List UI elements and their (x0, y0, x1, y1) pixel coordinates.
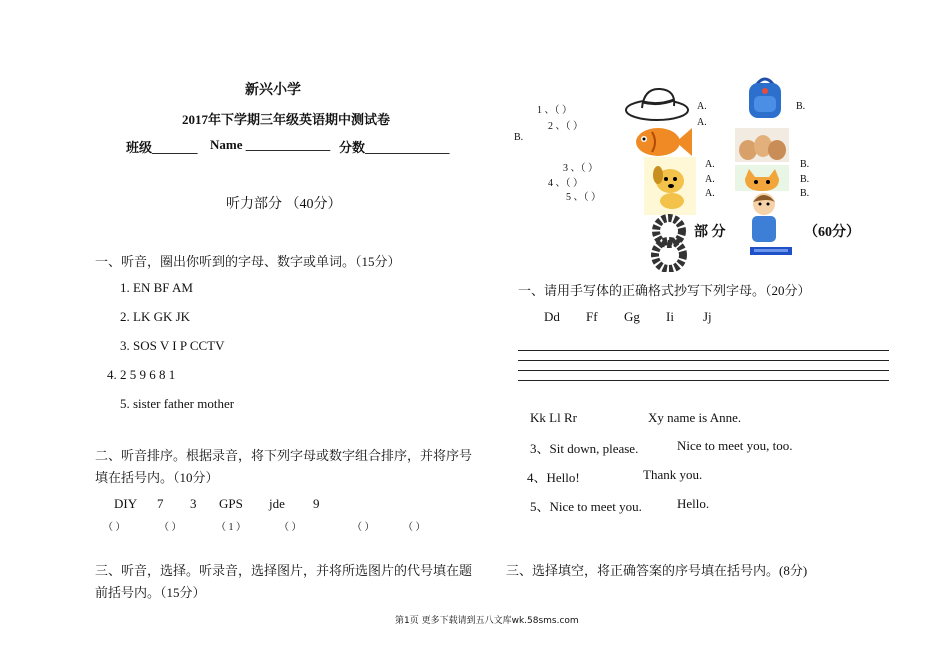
ruler-icon (750, 244, 792, 258)
listening-heading: 听力部分 （40分） (226, 197, 342, 212)
q1-prompt: 一、听音，圈出你听到的字母、数字或单词。（15分） (95, 254, 401, 269)
score-field: 分数_____________ (339, 140, 450, 155)
q2-answer-bracket-4[interactable]: （ ） (279, 522, 302, 533)
match-row-3-a: A. (705, 159, 715, 170)
dog-icon (644, 157, 696, 215)
q2-answer-bracket-6[interactable]: （ ） (403, 522, 426, 533)
match-right-1: Xy name is Anne. (648, 410, 742, 425)
eggs-icon (735, 128, 789, 162)
handwriting-line-4 (518, 380, 889, 381)
match-row-3-b: B. (800, 159, 810, 170)
class-field: 班级_______ (126, 140, 198, 155)
fish-icon (630, 122, 694, 162)
match-left-4: 5、Nice to meet you. (530, 499, 642, 514)
q3-prompt-line2: 前括号内。（15分） (95, 585, 206, 600)
handwriting-line-3 (518, 370, 889, 371)
match-right-2: Nice to meet you, too. (677, 438, 793, 453)
q2-option-6: 9 (313, 496, 320, 511)
match-left-1: Kk Ll Rr (530, 410, 577, 425)
match-left-2: 3、Sit down, please. (530, 441, 639, 456)
copy-letter-4: Ii (666, 309, 674, 324)
match-row-1-b: B. (796, 101, 806, 112)
cat-icon (735, 165, 789, 191)
match-row-3-label: 3 、（ ） (563, 163, 598, 174)
q2-answer-bracket-5[interactable]: （ ） (352, 522, 375, 533)
q2-option-3: 3 (190, 496, 197, 511)
q2-answer-bracket-2[interactable]: （ ） (159, 522, 182, 533)
name-field: Name _____________ (210, 137, 331, 152)
match-row-4-label: 4 、（ ） (548, 178, 583, 189)
boy-icon (744, 190, 784, 246)
match-left-3: 4、Hello! (527, 470, 580, 485)
q2-answer-bracket-1[interactable]: （ ） (103, 522, 126, 533)
match-row-1-a: A. (697, 101, 707, 112)
match-row-2-a: A. (697, 117, 707, 128)
written-section-heading: 部 分 (694, 225, 726, 240)
backpack-icon (745, 74, 785, 120)
q3-prompt-line1: 三、听音，选择。听录音，选择图片，并将所选图片的代号填在题 (95, 563, 473, 578)
match-row-5-b: B. (800, 188, 810, 199)
copy-letter-5: Jj (703, 309, 712, 324)
match-row-4-b: B. (800, 174, 810, 185)
copy-letter-3: Gg (624, 309, 640, 324)
q2-option-4: GPS (219, 496, 243, 511)
exam-title: 2017年下学期三年级英语期中测试卷 (182, 112, 391, 127)
q2-answer-bracket-3[interactable]: （ 1 ） (216, 522, 246, 533)
copy-letter-1: Dd (544, 309, 560, 324)
q2-option-1: DIY (114, 496, 138, 511)
q1-item-5: 5. sister father mother (120, 396, 235, 411)
school-name: 新兴小学 (245, 83, 301, 98)
match-row-2-label: 2 、（ ） (548, 121, 583, 132)
hat-icon (624, 84, 690, 124)
handwriting-line-1 (518, 350, 889, 351)
q1-item-2: 2. LK GK JK (120, 309, 191, 324)
number-eight-icon (646, 214, 692, 272)
match-row-5-a: A. (705, 188, 715, 199)
q1-item-1: 1. EN BF AM (120, 280, 193, 295)
q1-item-3: 3. SOS V I P CCTV (120, 338, 225, 353)
q1-item-4: 4. 2 5 9 6 8 1 (107, 367, 176, 382)
match-right-4: Hello. (677, 496, 710, 511)
match-right-3: Thank you. (643, 467, 703, 482)
writing-q1-prompt: 一、请用手写体的正确格式抄写下列字母。（20分） (518, 283, 811, 298)
written-section-score: （60分） (804, 225, 860, 240)
match-row-4-a: A. (705, 174, 715, 185)
q2-prompt-line2: 填在括号内。（10分） (95, 470, 219, 485)
q2-option-2: 7 (157, 496, 164, 511)
match-row-5-label: 5 、（ ） (566, 192, 601, 203)
copy-letter-2: Ff (586, 309, 598, 324)
page-footer: 第1页 更多下载请到五八文库wk.58sms.com (395, 616, 579, 626)
q2-option-5: jde (269, 496, 285, 511)
q2-prompt-line1: 二、听音排序。根据录音，将下列字母或数字组合排序，并将序号 (95, 448, 473, 463)
match-row-1-label: 1 、（ ） (537, 105, 572, 116)
match-row-2-b: B. (514, 132, 524, 143)
handwriting-line-2 (518, 360, 889, 361)
writing-q3-prompt: 三、选择填空，将正确答案的序号填在括号内。(8分) (506, 563, 808, 578)
